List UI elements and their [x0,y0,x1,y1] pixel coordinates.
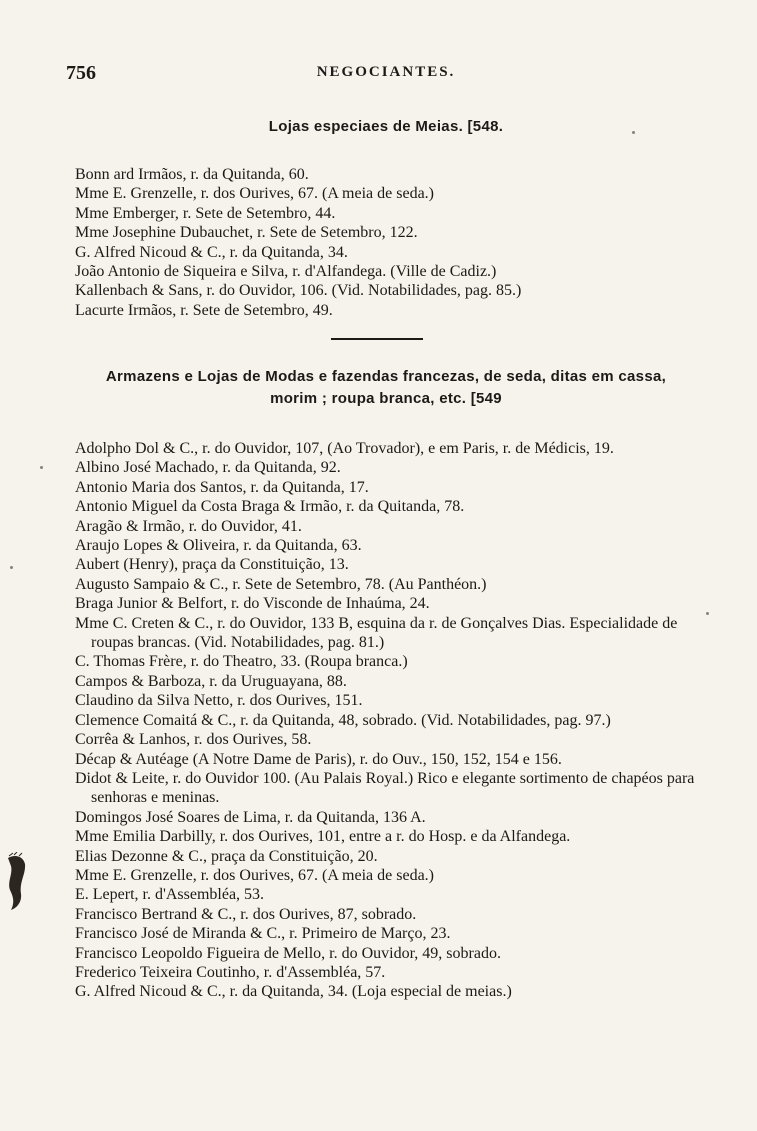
section-heading-modas [66,366,706,410]
list-item: Mme E. Grenzelle, r. dos Ourives, 67. (A meia de seda.) [75,185,435,203]
page-number: 756 [66,62,96,84]
list-item: Elias Dezonne & C., praça da Constituição, 20. [75,847,378,865]
heading-line: Armazens e Lojas de Modas e fazendas francezas, de seda, ditas em cassa, [105,368,667,385]
list-item: Clemence Comaitá & C., r. da Quitanda, 48, sobrado. (Vid. Notabilidades, pag. 97.) [75,711,611,729]
list-item: Corrêa & Lanhos, r. dos Ourives, 58. [75,731,312,749]
list-item: Antonio Miguel da Costa Braga & Irmão, r. da Quitanda, 78. [75,498,465,516]
list-item: Didot & Leite, r. do Ouvidor 100. (Au Palais Royal.) Rico e elegante sortimento de chapéos para senhoras e meninas. [75,769,695,807]
margin-ornament-icon [5,852,27,912]
list-item: Bonn ard Irmãos, r. da Quitanda, 60. [75,166,309,183]
paper-speck [40,466,43,469]
entry-list-meias [75,165,700,320]
list-item: Lacurte Irmãos, r. Sete de Setembro, 49. [75,301,333,319]
list-item: Claudino da Silva Netto, r. dos Ourives, 151. [75,692,363,710]
list-item: E. Lepert, r. d'Assembléa, 53. [75,886,265,904]
list-item: G. Alfred Nicoud & C., r. da Quitanda, 34. [75,243,348,261]
list-item: João Antonio de Siqueira e Silva, r. d'Alfandega. (Ville de Cadiz.) [75,263,497,281]
list-item: Antonio Maria dos Santos, r. da Quitanda, 17. [75,478,369,496]
list-item: Albino José Machado, r. da Quitanda, 92. [75,459,341,477]
list-item: Frederico Teixeira Coutinho, r. d'Assembléa, 57. [75,963,386,981]
list-item: Augusto Sampaio & C., r. Sete de Setembro, 78. (Au Panthéon.) [75,575,487,593]
list-item: Kallenbach & Sans, r. do Ouvidor, 106. (Vid. Notabilidades, pag. 85.) [75,282,522,300]
list-item: Décap & Autéage (A Notre Dame de Paris), r. do Ouv., 150, 152, 154 e 156. [75,750,562,768]
list-item: Domingos José Soares de Lima, r. da Quitanda, 136 A. [75,808,426,826]
list-item: Mme Emberger, r. Sete de Setembro, 44. [75,204,336,222]
list-item: Mme Josephine Dubauchet, r. Sete de Setembro, 122. [75,224,418,242]
list-item: C. Thomas Frère, r. do Theatro, 33. (Roupa branca.) [75,653,408,671]
section-divider [331,338,423,340]
list-item: Mme Emilia Darbilly, r. dos Ourives, 101, entre a r. do Hosp. e da Alfandega. [75,828,571,846]
running-title: NEGOCIANTES. [316,64,456,80]
heading-line: morim ; roupa branca, etc. [549 [270,390,502,407]
list-item: Adolpho Dol & C., r. do Ouvidor, 107, (Ao Trovador), e em Paris, r. de Médicis, 19. [75,440,614,457]
paper-speck [706,612,709,615]
list-item: Francisco Leopoldo Figueira de Mello, r. do Ouvidor, 49, sobrado. [75,944,501,962]
list-item: Francisco José de Miranda & C., r. Primeiro de Março, 23. [75,925,451,943]
list-item: Mme C. Creten & C., r. do Ouvidor, 133 B, esquina da r. de Gonçalves Dias. Especialidade de roupas brancas. (Vid. Notabilidades, pag. 81.) [75,614,678,652]
list-item: Campos & Barboza, r. da Uruguayana, 88. [75,672,347,690]
list-item: Braga Junior & Belfort, r. do Visconde de Inhaúma, 24. [75,595,430,613]
list-item: Araujo Lopes & Oliveira, r. da Quitanda, 63. [75,537,362,555]
list-item: Aragão & Irmão, r. do Ouvidor, 41. [75,517,302,535]
entry-list-modas [75,439,700,1002]
paper-speck [632,131,635,134]
page-header [66,62,706,86]
list-item: Aubert (Henry), praça da Constituição, 13. [75,556,349,574]
list-item: Mme E. Grenzelle, r. dos Ourives, 67. (A meia de seda.) [75,866,435,884]
paper-speck [10,566,13,569]
section-heading-meias: Lojas especiaes de Meias. [548. [268,118,504,135]
list-item: Francisco Bertrand & C., r. dos Ourives, 87, sobrado. [75,905,417,923]
list-item: G. Alfred Nicoud & C., r. da Quitanda, 34. (Loja especial de meias.) [75,983,512,1001]
